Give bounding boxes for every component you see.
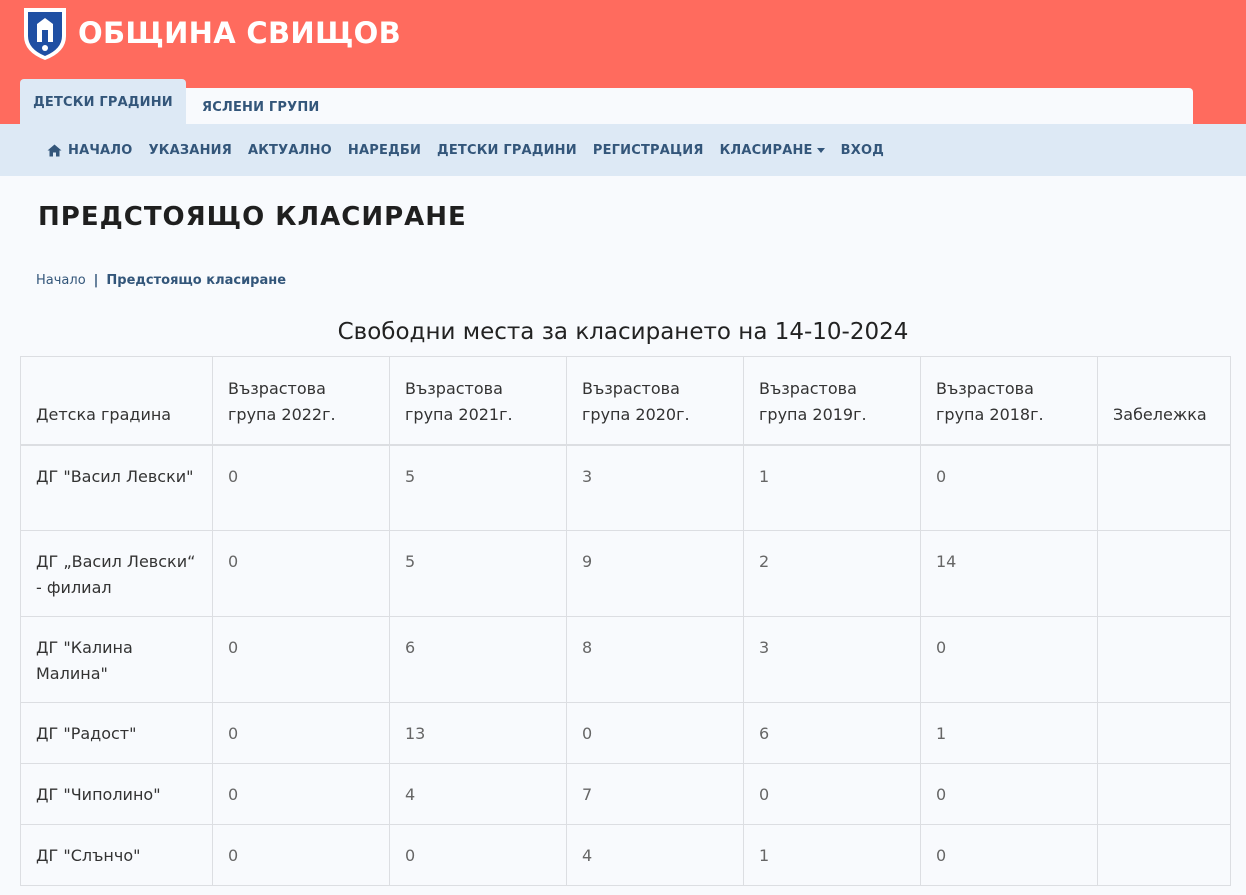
nav-item-registration[interactable] — [593, 143, 704, 158]
table-caption: Свободни места за класирането на 14-10-2024 — [337, 319, 909, 345]
column-header: Детска градина — [21, 357, 213, 445]
table-row — [21, 617, 1231, 703]
table-cell: 0 — [213, 445, 390, 531]
table-cell: 0 — [921, 764, 1098, 825]
table-cell: 0 — [921, 825, 1098, 886]
note-cell — [1098, 703, 1231, 764]
nav-item-label: КЛАСИРАНЕ — [719, 142, 813, 158]
nav-item-news[interactable] — [248, 143, 332, 158]
table-cell: 7 — [567, 764, 744, 825]
free-places-table — [20, 356, 1231, 886]
table-cell: 0 — [921, 445, 1098, 531]
main-navigation — [0, 124, 1246, 176]
column-header: Забележка — [1098, 357, 1231, 445]
nav-item-login[interactable] — [841, 143, 884, 158]
column-header: Възрастова група 2020г. — [567, 357, 744, 445]
nav-item-label: НАЧАЛО — [68, 142, 133, 158]
table-cell: 1 — [744, 445, 921, 531]
nav-item-label: РЕГИСТРАЦИЯ — [592, 142, 704, 158]
table-cell: 3 — [744, 617, 921, 703]
note-cell — [1098, 445, 1231, 531]
table-cell: 9 — [567, 531, 744, 617]
table-cell: 14 — [921, 531, 1098, 617]
table-cell: 0 — [921, 617, 1098, 703]
table-cell: 5 — [390, 445, 567, 531]
nav-item-label: НАРЕДБИ — [347, 142, 422, 158]
site-title: ОБЩИНА СВИЩОВ — [78, 15, 402, 50]
breadcrumb-home-link[interactable]: Начало — [36, 273, 86, 288]
table-row — [21, 531, 1231, 617]
column-header: Възрастова група 2018г. — [921, 357, 1098, 445]
note-cell — [1098, 531, 1231, 617]
note-cell — [1098, 825, 1231, 886]
site-brand[interactable] — [21, 4, 401, 62]
column-header: Възрастова група 2019г. — [744, 357, 921, 445]
table-cell: 8 — [567, 617, 744, 703]
nav-item-home[interactable] — [47, 143, 133, 158]
breadcrumb-current: Предстоящо класиране — [106, 273, 287, 288]
note-cell — [1098, 617, 1231, 703]
nav-item-regulations[interactable] — [348, 143, 421, 158]
kindergarten-name: ДГ "Васил Левски" — [21, 445, 213, 531]
home-icon — [47, 144, 62, 157]
nav-item-label: ВХОД — [840, 142, 885, 158]
kindergarten-name: ДГ "Чиполино" — [21, 764, 213, 825]
kindergarten-name: ДГ "Калина Малина" — [21, 617, 213, 703]
nav-item-label: ДЕТСКИ ГРАДИНИ — [437, 142, 577, 158]
table-cell: 5 — [390, 531, 567, 617]
note-cell — [1098, 764, 1231, 825]
nav-item-instructions[interactable] — [149, 143, 232, 158]
table-cell: 3 — [567, 445, 744, 531]
table-row — [21, 764, 1231, 825]
table-cell: 6 — [390, 617, 567, 703]
table-cell: 0 — [567, 703, 744, 764]
breadcrumb-separator: | — [93, 273, 99, 288]
kindergarten-name: ДГ „Васил Левски“ - филиал — [21, 531, 213, 617]
tab-kindergartens[interactable]: ДЕТСКИ ГРАДИНИ — [20, 79, 186, 124]
table-cell: 4 — [390, 764, 567, 825]
table-cell: 1 — [744, 825, 921, 886]
section-tabs — [20, 88, 1193, 124]
kindergarten-name: ДГ "Радост" — [21, 703, 213, 764]
table-cell: 0 — [390, 825, 567, 886]
table-cell: 0 — [744, 764, 921, 825]
table-row — [21, 825, 1231, 886]
table-cell: 6 — [744, 703, 921, 764]
table-cell: 13 — [390, 703, 567, 764]
table-cell: 0 — [213, 825, 390, 886]
kindergarten-name: ДГ "Слънчо" — [21, 825, 213, 886]
table-cell: 1 — [921, 703, 1098, 764]
caret-down-icon — [817, 148, 825, 153]
table-cell: 0 — [213, 703, 390, 764]
page-title: ПРЕДСТОЯЩО КЛАСИРАНЕ — [38, 202, 467, 232]
nav-item-ranking-dropdown[interactable] — [720, 143, 825, 158]
table-row — [21, 703, 1231, 764]
table-cell: 0 — [213, 531, 390, 617]
municipality-crest-icon — [21, 4, 69, 62]
tab-nursery-groups[interactable]: ЯСЛЕНИ ГРУПИ — [202, 99, 320, 115]
nav-item-label: УКАЗАНИЯ — [148, 142, 232, 158]
table-row — [21, 445, 1231, 531]
nav-item-label: АКТУАЛНО — [247, 142, 332, 158]
table-cell: 2 — [744, 531, 921, 617]
column-header: Възрастова група 2022г. — [213, 357, 390, 445]
table-cell: 0 — [213, 764, 390, 825]
table-cell: 0 — [213, 617, 390, 703]
nav-item-kindergartens[interactable] — [437, 143, 577, 158]
breadcrumb — [36, 273, 286, 288]
table-cell: 4 — [567, 825, 744, 886]
table-header-row — [21, 357, 1231, 445]
column-header: Възрастова група 2021г. — [390, 357, 567, 445]
